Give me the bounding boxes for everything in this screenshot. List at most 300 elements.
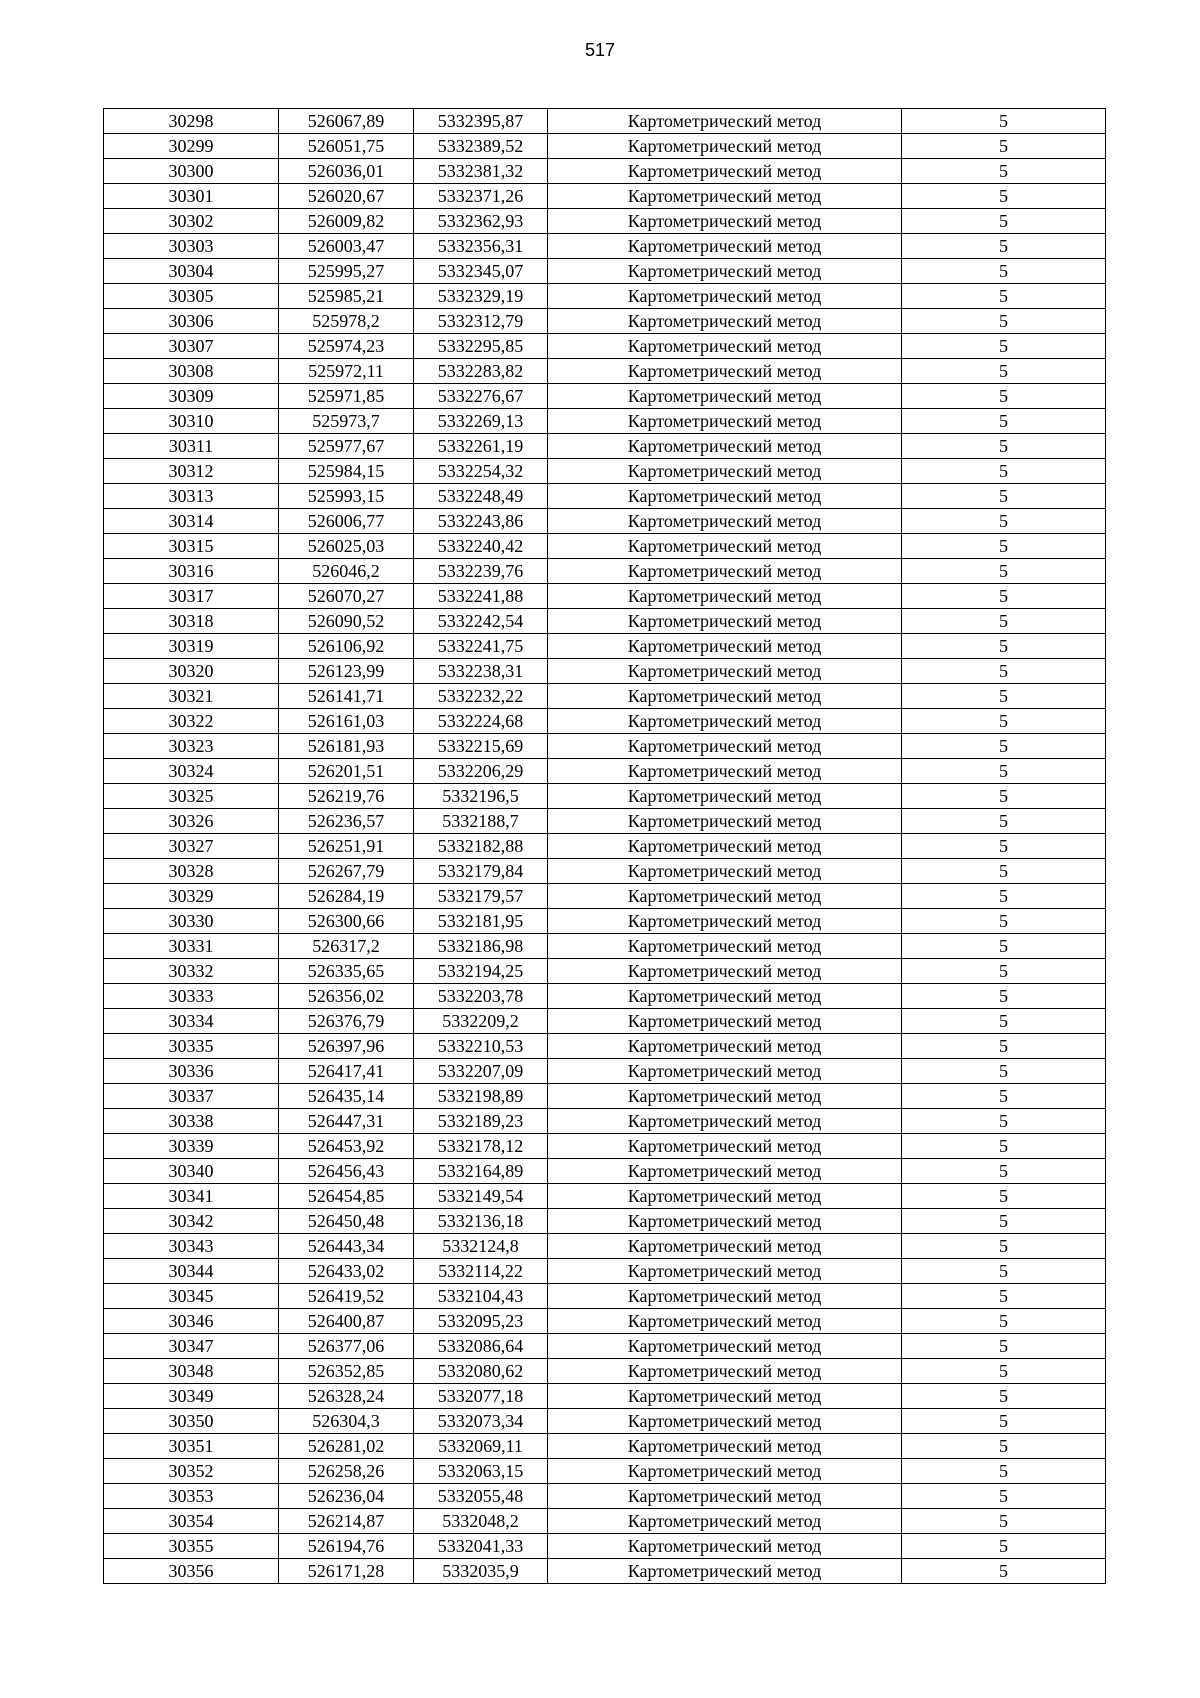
x-coordinate-cell: 525971,85 xyxy=(279,384,414,409)
y-coordinate-cell: 5332254,32 xyxy=(414,459,548,484)
y-coordinate-cell: 5332362,93 xyxy=(414,209,548,234)
method-cell: Картометрический метод xyxy=(548,734,902,759)
y-coordinate-cell: 5332261,19 xyxy=(414,434,548,459)
table-row xyxy=(104,1059,1106,1084)
point-number-cell: 30317 xyxy=(104,584,279,609)
y-coordinate-cell: 5332240,42 xyxy=(414,534,548,559)
x-coordinate-cell: 525993,15 xyxy=(279,484,414,509)
table-row xyxy=(104,184,1106,209)
point-number-cell: 30329 xyxy=(104,884,279,909)
coordinates-table-body xyxy=(104,109,1106,1584)
method-cell: Картометрический метод xyxy=(548,434,902,459)
point-number-cell: 30343 xyxy=(104,1234,279,1259)
y-coordinate-cell: 5332371,26 xyxy=(414,184,548,209)
x-coordinate-cell: 526219,76 xyxy=(279,784,414,809)
y-coordinate-cell: 5332194,25 xyxy=(414,959,548,984)
method-cell: Картометрический метод xyxy=(548,609,902,634)
method-cell: Картометрический метод xyxy=(548,309,902,334)
table-row xyxy=(104,1559,1106,1584)
point-number-cell: 30327 xyxy=(104,834,279,859)
x-coordinate-cell: 526161,03 xyxy=(279,709,414,734)
method-cell: Картометрический метод xyxy=(548,509,902,534)
method-cell: Картометрический метод xyxy=(548,634,902,659)
accuracy-cell: 5 xyxy=(902,584,1106,609)
accuracy-cell: 5 xyxy=(902,709,1106,734)
y-coordinate-cell: 5332055,48 xyxy=(414,1484,548,1509)
x-coordinate-cell: 526400,87 xyxy=(279,1309,414,1334)
point-number-cell: 30312 xyxy=(104,459,279,484)
accuracy-cell: 5 xyxy=(902,934,1106,959)
accuracy-cell: 5 xyxy=(902,1284,1106,1309)
accuracy-cell: 5 xyxy=(902,959,1106,984)
table-row xyxy=(104,534,1106,559)
accuracy-cell: 5 xyxy=(902,1209,1106,1234)
accuracy-cell: 5 xyxy=(902,1109,1106,1134)
x-coordinate-cell: 525977,67 xyxy=(279,434,414,459)
table-row xyxy=(104,1259,1106,1284)
y-coordinate-cell: 5332312,79 xyxy=(414,309,548,334)
table-row xyxy=(104,359,1106,384)
y-coordinate-cell: 5332063,15 xyxy=(414,1459,548,1484)
point-number-cell: 30304 xyxy=(104,259,279,284)
table-row xyxy=(104,1334,1106,1359)
point-number-cell: 30344 xyxy=(104,1259,279,1284)
method-cell: Картометрический метод xyxy=(548,584,902,609)
y-coordinate-cell: 5332356,31 xyxy=(414,234,548,259)
method-cell: Картометрический метод xyxy=(548,1434,902,1459)
accuracy-cell: 5 xyxy=(902,1359,1106,1384)
x-coordinate-cell: 526281,02 xyxy=(279,1434,414,1459)
x-coordinate-cell: 526284,19 xyxy=(279,884,414,909)
method-cell: Картометрический метод xyxy=(548,684,902,709)
x-coordinate-cell: 525995,27 xyxy=(279,259,414,284)
accuracy-cell: 5 xyxy=(902,259,1106,284)
x-coordinate-cell: 526070,27 xyxy=(279,584,414,609)
y-coordinate-cell: 5332095,23 xyxy=(414,1309,548,1334)
y-coordinate-cell: 5332086,64 xyxy=(414,1334,548,1359)
accuracy-cell: 5 xyxy=(902,234,1106,259)
table-row xyxy=(104,159,1106,184)
y-coordinate-cell: 5332276,67 xyxy=(414,384,548,409)
coordinates-table xyxy=(103,108,1106,1584)
method-cell: Картометрический метод xyxy=(548,884,902,909)
method-cell: Картометрический метод xyxy=(548,1334,902,1359)
point-number-cell: 30351 xyxy=(104,1434,279,1459)
method-cell: Картометрический метод xyxy=(548,1359,902,1384)
x-coordinate-cell: 526251,91 xyxy=(279,834,414,859)
point-number-cell: 30309 xyxy=(104,384,279,409)
table-row xyxy=(104,1384,1106,1409)
y-coordinate-cell: 5332269,13 xyxy=(414,409,548,434)
method-cell: Картометрический метод xyxy=(548,1159,902,1184)
accuracy-cell: 5 xyxy=(902,834,1106,859)
method-cell: Картометрический метод xyxy=(548,534,902,559)
table-row xyxy=(104,434,1106,459)
y-coordinate-cell: 5332241,88 xyxy=(414,584,548,609)
y-coordinate-cell: 5332048,2 xyxy=(414,1509,548,1534)
method-cell: Картометрический метод xyxy=(548,234,902,259)
method-cell: Картометрический метод xyxy=(548,1259,902,1284)
method-cell: Картометрический метод xyxy=(548,1559,902,1584)
point-number-cell: 30354 xyxy=(104,1509,279,1534)
x-coordinate-cell: 525972,11 xyxy=(279,359,414,384)
x-coordinate-cell: 526397,96 xyxy=(279,1034,414,1059)
x-coordinate-cell: 526006,77 xyxy=(279,509,414,534)
y-coordinate-cell: 5332239,76 xyxy=(414,559,548,584)
accuracy-cell: 5 xyxy=(902,534,1106,559)
accuracy-cell: 5 xyxy=(902,134,1106,159)
x-coordinate-cell: 526236,04 xyxy=(279,1484,414,1509)
point-number-cell: 30323 xyxy=(104,734,279,759)
y-coordinate-cell: 5332395,87 xyxy=(414,109,548,134)
method-cell: Картометрический метод xyxy=(548,359,902,384)
point-number-cell: 30356 xyxy=(104,1559,279,1584)
table-row xyxy=(104,1409,1106,1434)
accuracy-cell: 5 xyxy=(902,1509,1106,1534)
y-coordinate-cell: 5332186,98 xyxy=(414,934,548,959)
accuracy-cell: 5 xyxy=(902,1309,1106,1334)
accuracy-cell: 5 xyxy=(902,159,1106,184)
point-number-cell: 30352 xyxy=(104,1459,279,1484)
table-row xyxy=(104,209,1106,234)
method-cell: Картометрический метод xyxy=(548,334,902,359)
point-number-cell: 30334 xyxy=(104,1009,279,1034)
accuracy-cell: 5 xyxy=(902,759,1106,784)
table-row xyxy=(104,1009,1106,1034)
point-number-cell: 30313 xyxy=(104,484,279,509)
x-coordinate-cell: 526435,14 xyxy=(279,1084,414,1109)
method-cell: Картометрический метод xyxy=(548,284,902,309)
x-coordinate-cell: 526214,87 xyxy=(279,1509,414,1534)
method-cell: Картометрический метод xyxy=(548,784,902,809)
accuracy-cell: 5 xyxy=(902,784,1106,809)
y-coordinate-cell: 5332389,52 xyxy=(414,134,548,159)
point-number-cell: 30303 xyxy=(104,234,279,259)
x-coordinate-cell: 526003,47 xyxy=(279,234,414,259)
table-row xyxy=(104,459,1106,484)
table-row xyxy=(104,959,1106,984)
accuracy-cell: 5 xyxy=(902,484,1106,509)
x-coordinate-cell: 526141,71 xyxy=(279,684,414,709)
x-coordinate-cell: 526009,82 xyxy=(279,209,414,234)
method-cell: Картометрический метод xyxy=(548,1109,902,1134)
y-coordinate-cell: 5332283,82 xyxy=(414,359,548,384)
accuracy-cell: 5 xyxy=(902,1434,1106,1459)
x-coordinate-cell: 526443,34 xyxy=(279,1234,414,1259)
table-row xyxy=(104,734,1106,759)
accuracy-cell: 5 xyxy=(902,309,1106,334)
accuracy-cell: 5 xyxy=(902,109,1106,134)
accuracy-cell: 5 xyxy=(902,559,1106,584)
x-coordinate-cell: 526123,99 xyxy=(279,659,414,684)
y-coordinate-cell: 5332149,54 xyxy=(414,1184,548,1209)
method-cell: Картометрический метод xyxy=(548,934,902,959)
x-coordinate-cell: 526447,31 xyxy=(279,1109,414,1134)
point-number-cell: 30336 xyxy=(104,1059,279,1084)
table-row xyxy=(104,1484,1106,1509)
point-number-cell: 30308 xyxy=(104,359,279,384)
accuracy-cell: 5 xyxy=(902,284,1106,309)
point-number-cell: 30298 xyxy=(104,109,279,134)
method-cell: Картометрический метод xyxy=(548,1009,902,1034)
y-coordinate-cell: 5332196,5 xyxy=(414,784,548,809)
y-coordinate-cell: 5332232,22 xyxy=(414,684,548,709)
table-row xyxy=(104,309,1106,334)
accuracy-cell: 5 xyxy=(902,459,1106,484)
table-row xyxy=(104,384,1106,409)
x-coordinate-cell: 525985,21 xyxy=(279,284,414,309)
table-row xyxy=(104,259,1106,284)
x-coordinate-cell: 526352,85 xyxy=(279,1359,414,1384)
y-coordinate-cell: 5332189,23 xyxy=(414,1109,548,1134)
x-coordinate-cell: 526328,24 xyxy=(279,1384,414,1409)
method-cell: Картометрический метод xyxy=(548,559,902,584)
table-row xyxy=(104,909,1106,934)
table-row xyxy=(104,1034,1106,1059)
method-cell: Картометрический метод xyxy=(548,859,902,884)
table-row xyxy=(104,1134,1106,1159)
point-number-cell: 30305 xyxy=(104,284,279,309)
x-coordinate-cell: 526025,03 xyxy=(279,534,414,559)
accuracy-cell: 5 xyxy=(902,809,1106,834)
x-coordinate-cell: 526450,48 xyxy=(279,1209,414,1234)
method-cell: Картометрический метод xyxy=(548,384,902,409)
accuracy-cell: 5 xyxy=(902,1484,1106,1509)
accuracy-cell: 5 xyxy=(902,184,1106,209)
accuracy-cell: 5 xyxy=(902,1234,1106,1259)
table-row xyxy=(104,334,1106,359)
point-number-cell: 30307 xyxy=(104,334,279,359)
point-number-cell: 30314 xyxy=(104,509,279,534)
point-number-cell: 30311 xyxy=(104,434,279,459)
point-number-cell: 30326 xyxy=(104,809,279,834)
point-number-cell: 30315 xyxy=(104,534,279,559)
y-coordinate-cell: 5332209,2 xyxy=(414,1009,548,1034)
method-cell: Картометрический метод xyxy=(548,259,902,284)
table-row xyxy=(104,484,1106,509)
x-coordinate-cell: 526106,92 xyxy=(279,634,414,659)
y-coordinate-cell: 5332136,18 xyxy=(414,1209,548,1234)
point-number-cell: 30300 xyxy=(104,159,279,184)
method-cell: Картометрический метод xyxy=(548,409,902,434)
y-coordinate-cell: 5332080,62 xyxy=(414,1359,548,1384)
x-coordinate-cell: 526356,02 xyxy=(279,984,414,1009)
x-coordinate-cell: 526317,2 xyxy=(279,934,414,959)
y-coordinate-cell: 5332188,7 xyxy=(414,809,548,834)
y-coordinate-cell: 5332041,33 xyxy=(414,1534,548,1559)
accuracy-cell: 5 xyxy=(902,1134,1106,1159)
accuracy-cell: 5 xyxy=(902,1559,1106,1584)
y-coordinate-cell: 5332178,12 xyxy=(414,1134,548,1159)
point-number-cell: 30355 xyxy=(104,1534,279,1559)
x-coordinate-cell: 525978,2 xyxy=(279,309,414,334)
table-row xyxy=(104,234,1106,259)
point-number-cell: 30346 xyxy=(104,1309,279,1334)
y-coordinate-cell: 5332181,95 xyxy=(414,909,548,934)
method-cell: Картометрический метод xyxy=(548,759,902,784)
accuracy-cell: 5 xyxy=(902,1034,1106,1059)
accuracy-cell: 5 xyxy=(902,1184,1106,1209)
point-number-cell: 30306 xyxy=(104,309,279,334)
y-coordinate-cell: 5332241,75 xyxy=(414,634,548,659)
point-number-cell: 30322 xyxy=(104,709,279,734)
y-coordinate-cell: 5332215,69 xyxy=(414,734,548,759)
y-coordinate-cell: 5332210,53 xyxy=(414,1034,548,1059)
x-coordinate-cell: 526267,79 xyxy=(279,859,414,884)
x-coordinate-cell: 526236,57 xyxy=(279,809,414,834)
accuracy-cell: 5 xyxy=(902,634,1106,659)
method-cell: Картометрический метод xyxy=(548,1509,902,1534)
point-number-cell: 30333 xyxy=(104,984,279,1009)
table-row xyxy=(104,784,1106,809)
y-coordinate-cell: 5332179,57 xyxy=(414,884,548,909)
accuracy-cell: 5 xyxy=(902,1059,1106,1084)
table-row xyxy=(104,1509,1106,1534)
y-coordinate-cell: 5332329,19 xyxy=(414,284,548,309)
table-row xyxy=(104,984,1106,1009)
method-cell: Картометрический метод xyxy=(548,909,902,934)
table-row xyxy=(104,1459,1106,1484)
y-coordinate-cell: 5332203,78 xyxy=(414,984,548,1009)
point-number-cell: 30350 xyxy=(104,1409,279,1434)
table-row xyxy=(104,584,1106,609)
point-number-cell: 30342 xyxy=(104,1209,279,1234)
point-number-cell: 30302 xyxy=(104,209,279,234)
table-row xyxy=(104,884,1106,909)
accuracy-cell: 5 xyxy=(902,1534,1106,1559)
x-coordinate-cell: 526335,65 xyxy=(279,959,414,984)
method-cell: Картометрический метод xyxy=(548,1459,902,1484)
accuracy-cell: 5 xyxy=(902,909,1106,934)
accuracy-cell: 5 xyxy=(902,1084,1106,1109)
method-cell: Картометрический метод xyxy=(548,1184,902,1209)
point-number-cell: 30328 xyxy=(104,859,279,884)
point-number-cell: 30301 xyxy=(104,184,279,209)
accuracy-cell: 5 xyxy=(902,1334,1106,1359)
y-coordinate-cell: 5332295,85 xyxy=(414,334,548,359)
table-row xyxy=(104,509,1106,534)
table-row xyxy=(104,1184,1106,1209)
accuracy-cell: 5 xyxy=(902,434,1106,459)
method-cell: Картометрический метод xyxy=(548,459,902,484)
point-number-cell: 30320 xyxy=(104,659,279,684)
table-row xyxy=(104,934,1106,959)
method-cell: Картометрический метод xyxy=(548,709,902,734)
accuracy-cell: 5 xyxy=(902,734,1106,759)
point-number-cell: 30299 xyxy=(104,134,279,159)
x-coordinate-cell: 526453,92 xyxy=(279,1134,414,1159)
table-row xyxy=(104,109,1106,134)
table-row xyxy=(104,1534,1106,1559)
table-row xyxy=(104,809,1106,834)
method-cell: Картометрический метод xyxy=(548,1534,902,1559)
accuracy-cell: 5 xyxy=(902,1159,1106,1184)
x-coordinate-cell: 526304,3 xyxy=(279,1409,414,1434)
method-cell: Картометрический метод xyxy=(548,1209,902,1234)
accuracy-cell: 5 xyxy=(902,334,1106,359)
table-row xyxy=(104,1209,1106,1234)
method-cell: Картометрический метод xyxy=(548,959,902,984)
accuracy-cell: 5 xyxy=(902,1409,1106,1434)
y-coordinate-cell: 5332069,11 xyxy=(414,1434,548,1459)
method-cell: Картометрический метод xyxy=(548,159,902,184)
method-cell: Картометрический метод xyxy=(548,1384,902,1409)
table-row xyxy=(104,634,1106,659)
method-cell: Картометрический метод xyxy=(548,1409,902,1434)
table-row xyxy=(104,684,1106,709)
x-coordinate-cell: 526036,01 xyxy=(279,159,414,184)
x-coordinate-cell: 526417,41 xyxy=(279,1059,414,1084)
point-number-cell: 30345 xyxy=(104,1284,279,1309)
y-coordinate-cell: 5332206,29 xyxy=(414,759,548,784)
page-number: 517 xyxy=(584,40,616,60)
table-row xyxy=(104,759,1106,784)
point-number-cell: 30338 xyxy=(104,1109,279,1134)
point-number-cell: 30335 xyxy=(104,1034,279,1059)
x-coordinate-cell: 526090,52 xyxy=(279,609,414,634)
accuracy-cell: 5 xyxy=(902,884,1106,909)
accuracy-cell: 5 xyxy=(902,384,1106,409)
method-cell: Картометрический метод xyxy=(548,109,902,134)
x-coordinate-cell: 526419,52 xyxy=(279,1284,414,1309)
method-cell: Картометрический метод xyxy=(548,1059,902,1084)
y-coordinate-cell: 5332035,9 xyxy=(414,1559,548,1584)
point-number-cell: 30330 xyxy=(104,909,279,934)
table-row xyxy=(104,609,1106,634)
method-cell: Картометрический метод xyxy=(548,1034,902,1059)
point-number-cell: 30332 xyxy=(104,959,279,984)
table-row xyxy=(104,859,1106,884)
x-coordinate-cell: 526258,26 xyxy=(279,1459,414,1484)
method-cell: Картометрический метод xyxy=(548,1309,902,1334)
method-cell: Картометрический метод xyxy=(548,209,902,234)
x-coordinate-cell: 526020,67 xyxy=(279,184,414,209)
y-coordinate-cell: 5332243,86 xyxy=(414,509,548,534)
method-cell: Картометрический метод xyxy=(548,1234,902,1259)
point-number-cell: 30310 xyxy=(104,409,279,434)
accuracy-cell: 5 xyxy=(902,359,1106,384)
accuracy-cell: 5 xyxy=(902,659,1106,684)
method-cell: Картометрический метод xyxy=(548,659,902,684)
method-cell: Картометрический метод xyxy=(548,809,902,834)
x-coordinate-cell: 526454,85 xyxy=(279,1184,414,1209)
table-row xyxy=(104,834,1106,859)
y-coordinate-cell: 5332345,07 xyxy=(414,259,548,284)
point-number-cell: 30341 xyxy=(104,1184,279,1209)
x-coordinate-cell: 526171,28 xyxy=(279,1559,414,1584)
method-cell: Картометрический метод xyxy=(548,1284,902,1309)
table-row xyxy=(104,409,1106,434)
method-cell: Картометрический метод xyxy=(548,134,902,159)
y-coordinate-cell: 5332164,89 xyxy=(414,1159,548,1184)
accuracy-cell: 5 xyxy=(902,684,1106,709)
point-number-cell: 30324 xyxy=(104,759,279,784)
y-coordinate-cell: 5332207,09 xyxy=(414,1059,548,1084)
x-coordinate-cell: 526456,43 xyxy=(279,1159,414,1184)
y-coordinate-cell: 5332242,54 xyxy=(414,609,548,634)
accuracy-cell: 5 xyxy=(902,1384,1106,1409)
y-coordinate-cell: 5332224,68 xyxy=(414,709,548,734)
x-coordinate-cell: 525974,23 xyxy=(279,334,414,359)
point-number-cell: 30319 xyxy=(104,634,279,659)
x-coordinate-cell: 526051,75 xyxy=(279,134,414,159)
x-coordinate-cell: 526181,93 xyxy=(279,734,414,759)
table-row xyxy=(104,284,1106,309)
accuracy-cell: 5 xyxy=(902,609,1106,634)
x-coordinate-cell: 526377,06 xyxy=(279,1334,414,1359)
table-row xyxy=(104,1109,1106,1134)
table-row xyxy=(104,134,1106,159)
